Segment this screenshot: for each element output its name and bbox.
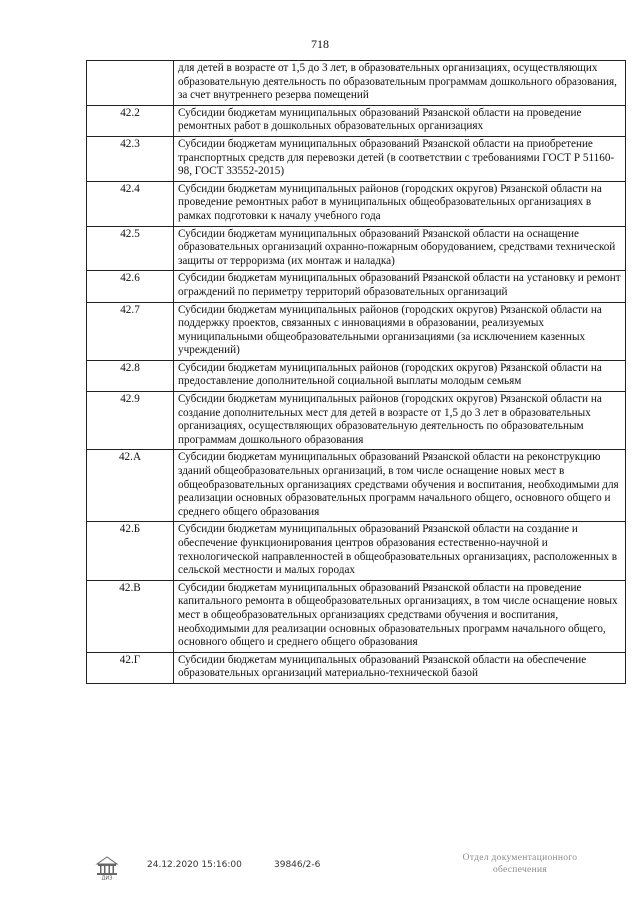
stamp-date: 24.12.2020 15:16:00 <box>147 860 242 870</box>
table-row <box>87 105 626 136</box>
table-row <box>87 360 626 391</box>
row-number-cell: 42.4 <box>87 181 174 226</box>
page-number: 718 <box>311 37 329 51</box>
svg-text:ДИЗ: ДИЗ <box>101 875 113 880</box>
row-number-cell: 42.Б <box>87 522 174 580</box>
row-number-cell: 42.2 <box>87 105 174 136</box>
budget-subsidy-table <box>86 60 626 684</box>
table-body <box>87 61 626 684</box>
row-description-cell: Субсидии бюджетам муниципальных образований Рязанской области на реконструкцию зданий общеобразовательных организаций, в том числе оснащение новых мест в общеобразовательных организациях средствами обучения и воспитания, необходимыми для реализации основных образовательных программ начального общего, основного общего и среднего общего образования <box>174 450 626 522</box>
row-number-cell: 42.9 <box>87 392 174 450</box>
row-number-cell <box>87 61 174 106</box>
table-row <box>87 302 626 360</box>
department-stamp-line: Отдел документационного <box>462 853 578 863</box>
table-row <box>87 181 626 226</box>
row-number-cell: 42.В <box>87 580 174 652</box>
row-number-cell: 42.8 <box>87 360 174 391</box>
row-description-cell: Субсидии бюджетам муниципальных образований Рязанской области на приобретение транспортных средств для перевозки детей (в соответствии с требованиями ГОСТ Р 51160-98, ГОСТ 33552-2015) <box>174 136 626 181</box>
stamp-code: 39846/2-6 <box>274 860 321 870</box>
row-number-cell: 42.Г <box>87 652 174 683</box>
row-description-cell: Субсидии бюджетам муниципальных районов (городских округов) Рязанской области на поддержку проектов, связанных с инновациями в образовании, реализуемых муниципальными общеобразовательными организациями (за исключением казенных учреждений) <box>174 302 626 360</box>
row-description-cell: Субсидии бюджетам муниципальных образований Рязанской области на обеспечение образовательных организаций материально-технической базой <box>174 652 626 683</box>
table-row <box>87 522 626 580</box>
table-row <box>87 652 626 683</box>
row-number-cell: 42.3 <box>87 136 174 181</box>
table-row <box>87 271 626 302</box>
row-number-cell: 42.6 <box>87 271 174 302</box>
table-row <box>87 61 626 106</box>
row-number-cell: 42.А <box>87 450 174 522</box>
row-description-cell: Субсидии бюджетам муниципальных районов (городских округов) Рязанской области на проведение ремонтных работ в муниципальных общеобразовательных организациях в рамках подготовки к началу учебного года <box>174 181 626 226</box>
row-number-cell: 42.7 <box>87 302 174 360</box>
row-number-cell: 42.5 <box>87 226 174 271</box>
row-description-cell: Субсидии бюджетам муниципальных образований Рязанской области на установку и ремонт ограждений по периметру территорий образовательных организаций <box>174 271 626 302</box>
row-description-cell: Субсидии бюджетам муниципальных образований Рязанской области на создание и обеспечение функционирования центров образования естественно-научной и технологической направленностей в общеобразовательных организациях, расположенных в сельской местности и малых городах <box>174 522 626 580</box>
table-row <box>87 392 626 450</box>
table-row <box>87 580 626 652</box>
row-description-cell: для детей в возрасте от 1,5 до 3 лет, в образовательных организациях, осуществляющих образовательную деятельность по образовательным программам дошкольного образования, за счет внутреннего резерва помещений <box>174 61 626 106</box>
row-description-cell: Субсидии бюджетам муниципальных образований Рязанской области на проведение ремонтных работ в дошкольных образовательных организациях <box>174 105 626 136</box>
row-description-cell: Субсидии бюджетам муниципальных районов (городских округов) Рязанской области на предоставление дополнительной социальной выплаты молодым семьям <box>174 360 626 391</box>
document-footer <box>0 848 640 898</box>
department-stamp-line: обеспечения <box>492 865 548 875</box>
row-description-cell: Субсидии бюджетам муниципальных районов (городских округов) Рязанской области на создание дополнительных мест для детей в возрасте от 1,5 до 3 лет в образовательных организациях, осуществляющих образовательную деятельность по образовательным программам дошкольного образования <box>174 392 626 450</box>
row-description-cell: Субсидии бюджетам муниципальных образований Рязанской области на проведение капитального ремонта в общеобразовательных организациях, в том числе оснащение новых мест в общеобразовательных организациях средствами обучения и воспитания, необходимыми для реализации основных образовательных программ начального общего, основного общего и среднего общего образования <box>174 580 626 652</box>
row-description-cell: Субсидии бюджетам муниципальных образований Рязанской области на оснащение образовательных организаций охранно-пожарным оборудованием, средствами технической защиты от терроризма (их монтаж и наладка) <box>174 226 626 271</box>
table-row <box>87 136 626 181</box>
table-row <box>87 226 626 271</box>
building-logo-icon <box>93 852 121 880</box>
department-stamp <box>430 852 610 876</box>
table-row <box>87 450 626 522</box>
